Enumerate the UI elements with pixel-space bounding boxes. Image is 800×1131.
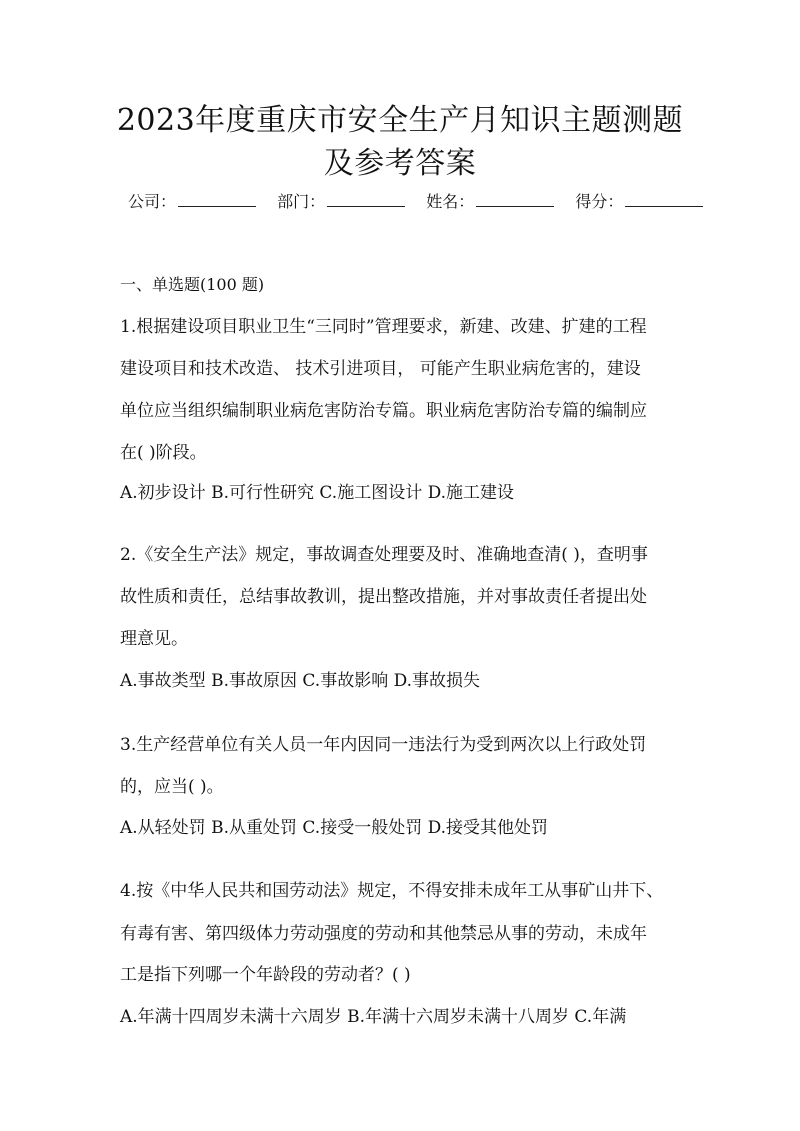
question-1-options: A.初步设计 B.可行性研究 C.施工图设计 D.施工建设 (120, 483, 515, 503)
score-field (575, 191, 703, 213)
company-blank (178, 192, 256, 207)
question-3-line-1: 3.生产经营单位有关人员一年内因同一违法行为受到两次以上行政处罚 (120, 735, 647, 755)
question-3-line-2: 的，应当( )。 (120, 777, 224, 797)
question-2-line-2: 故性质和责任，总结事故教训，提出整改措施，并对事故责任者提出处 (120, 587, 647, 607)
department-label: 部门： (277, 192, 326, 211)
name-label: 姓名： (426, 192, 475, 211)
department-field (277, 191, 405, 213)
question-4-line-2: 有毒有害、第四级体力劳动强度的劳动和其他禁忌从事的劳动，未成年 (120, 924, 647, 944)
department-blank (327, 192, 405, 207)
document-title-line-1: 2023年度重庆市安全生产月知识主题测题 (116, 103, 684, 138)
question-1-line-3: 单位应当组织编制职业病危害防治专篇。职业病危害防治专篇的编制应 (120, 401, 647, 421)
name-blank (476, 192, 554, 207)
question-2-line-3: 理意见。 (120, 629, 188, 649)
company-field (128, 191, 256, 213)
score-label: 得分： (575, 192, 624, 211)
question-1-line-4: 在( )阶段。 (120, 443, 207, 463)
question-1-line-2: 建设项目和技术改造、 技术引进项目， 可能产生职业病危害的，建设 (120, 359, 641, 379)
question-1-line-1: 1.根据建设项目职业卫生“三同时”管理要求，新建、改建、扩建的工程 (120, 317, 647, 337)
company-label: 公司： (128, 192, 177, 211)
score-blank (625, 192, 703, 207)
section-heading: 一、单选题(100 题) (120, 275, 265, 294)
question-4-options: A.年满十四周岁未满十六周岁 B.年满十六周岁未满十八周岁 C.年满 (120, 1007, 627, 1027)
question-3-options: A.从轻处罚 B.从重处罚 C.接受一般处罚 D.接受其他处罚 (120, 818, 549, 838)
info-row (128, 191, 688, 213)
question-4-line-1: 4.按《中华人民共和国劳动法》规定，不得安排未成年工从事矿山井下、 (120, 881, 664, 901)
name-field (426, 191, 554, 213)
question-2-options: A.事故类型 B.事故原因 C.事故影响 D.事故损失 (120, 671, 481, 691)
document-title-line-2: 及参考答案 (323, 146, 477, 181)
question-2-line-1: 2.《安全生产法》规定，事故调查处理要及时、准确地查清( )，查明事 (120, 545, 648, 565)
question-4-line-3: 工是指下列哪一个年龄段的劳动者？( ) (120, 965, 411, 985)
